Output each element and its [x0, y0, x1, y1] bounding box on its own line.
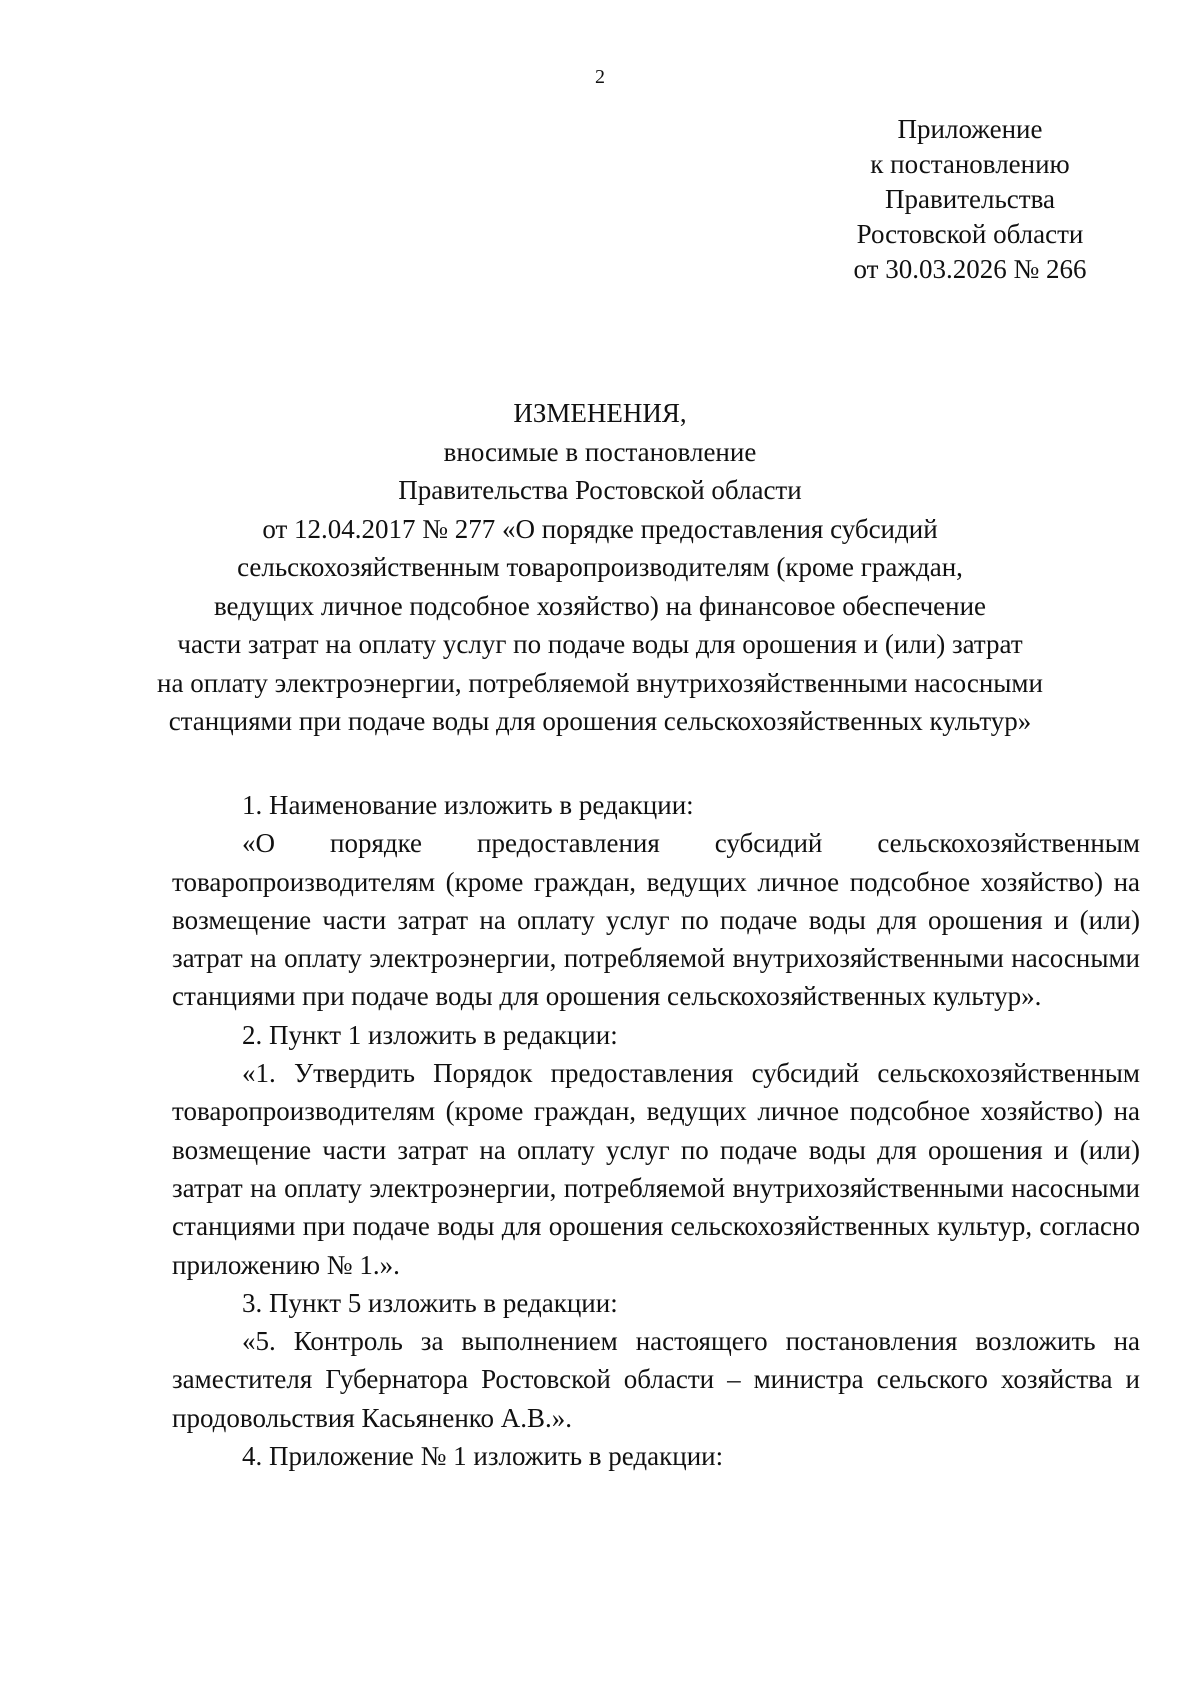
appendix-line: от 30.03.2026 № 266 [853, 254, 1087, 284]
title-line: части затрат на оплату услуг по подаче воды для орошения и (или) затрат [177, 629, 1023, 659]
body-paragraph-item-2: 2. Пункт 1 изложить в редакции: [242, 1019, 618, 1050]
title-line: на оплату электроэнергии, потребляемой внутрихозяйственными насосными [157, 667, 1043, 698]
page-number: 2 [595, 66, 605, 88]
title-line: ведущих личное подсобное хозяйство) на финансовое обеспечение [213, 590, 987, 621]
title-line: вносимые в постановление [443, 436, 757, 467]
title-line: сельскохозяйственным товаропроизводителям (кроме граждан, [237, 552, 963, 582]
appendix-line: Приложение [897, 114, 1043, 144]
document-body [172, 786, 1140, 1475]
appendix-block [800, 112, 1140, 287]
body-paragraph-item-4: 4. Приложение № 1 изложить в редакции: [242, 1441, 724, 1472]
appendix-line: к постановлению [870, 149, 1070, 179]
body-paragraph-quote-3: «5. Контроль за выполнением настоящего постановления возложить на заместителя Губернатора Ростовской области – министра сельского хозяйства и продовольствия Касьяненко А.В.». [172, 1326, 1140, 1433]
document-title [140, 394, 1060, 741]
body-paragraph-quote-1: «О порядке предоставления субсидий сельскохозяйственным товаропроизводителям (кроме граждан, ведущих личное подсобное хозяйство) на возмещение части затрат на оплату услуг по подаче воды для орошения и (или) затрат на оплату электроэнергии, потребляемой внутрихозяйственными насосными станциями при подаче воды для орошения сельскохозяйственных культур». [172, 828, 1140, 1012]
title-line: от 12.04.2017 № 277 «О порядке предоставления субсидий [262, 513, 938, 544]
body-paragraph-quote-2: «1. Утвердить Порядок предоставления субсидий сельскохозяйственным товаропроизводителям (кроме граждан, ведущих личное подсобное хозяйство) на возмещение части затрат на оплату услуг по подаче воды для орошения и (или) затрат на оплату электроэнергии, потребляемой внутрихозяйственными насосными станциями при подаче воды для орошения сельскохозяйственных культур, согласно приложению № 1.». [172, 1058, 1140, 1280]
appendix-line: Ростовской области [856, 219, 1084, 249]
title-line: Правительства Ростовской области [398, 475, 802, 505]
appendix-line: Правительства [885, 184, 1055, 214]
title-heading: ИЗМЕНЕНИЯ, [513, 398, 687, 428]
title-line: станциями при подаче воды для орошения сельскохозяйственных культур» [168, 706, 1032, 736]
body-paragraph-item-1: 1. Наименование изложить в редакции: [242, 790, 694, 820]
body-paragraph-item-3: 3. Пункт 5 изложить в редакции: [242, 1287, 618, 1318]
